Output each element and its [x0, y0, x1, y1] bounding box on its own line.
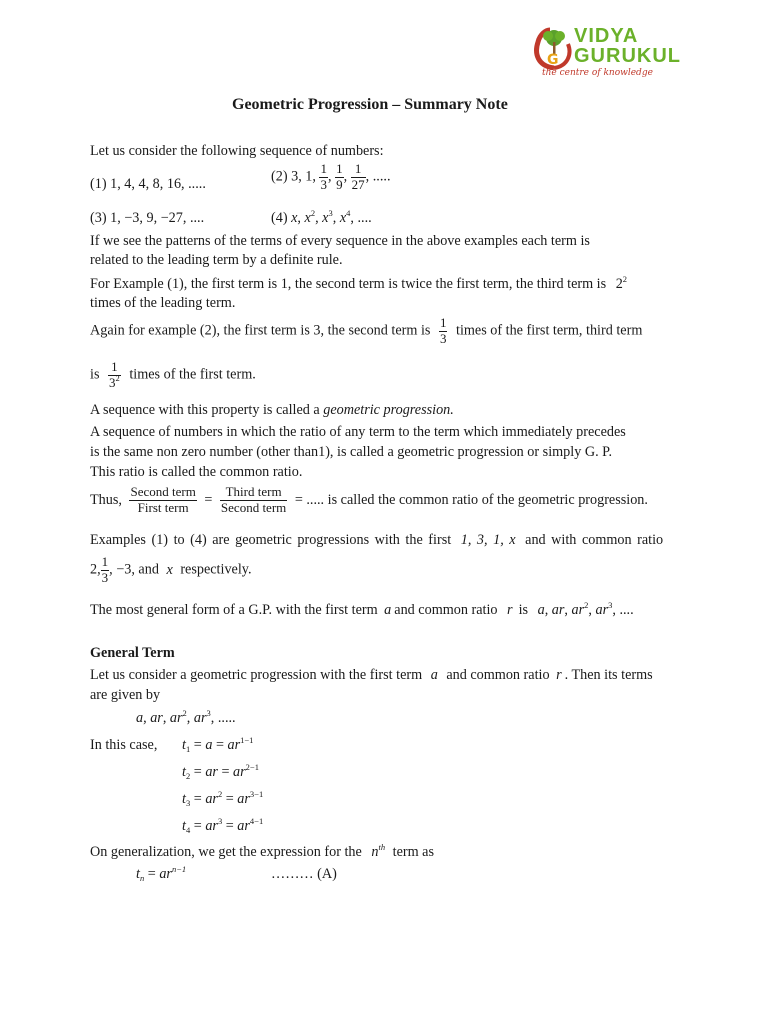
- in-this-case-label: In this case,: [90, 737, 158, 753]
- tree-emblem-icon: [532, 24, 576, 70]
- fraction-1-27: $\frac{1}{27}$: [351, 161, 365, 192]
- paragraph-7: The most general form of a G.P. with the first term a and common ratio r is a, ar, $ar^2$, $ar^3$, ....: [90, 600, 634, 618]
- general-term-formula: $t_n = ar^{n-1}$: [136, 864, 187, 883]
- example-2-trailing: , .....: [365, 168, 391, 185]
- paragraph-5-line-1: A sequence of numbers in which the ratio of any term to the term which immediately precedes: [90, 424, 626, 440]
- paragraph-5-line-2: is the same non zero number (other than1), is called a geometric progression or simply G. P.: [90, 444, 613, 460]
- paragraph-6-line-2: 2, $\frac{1}{3}$ , −3, and x respectively.: [90, 554, 252, 585]
- svg-text:G: G: [547, 52, 559, 68]
- example-1-sequence: 1, 4, 4, 8, 16, .....: [110, 176, 206, 192]
- paragraph-4: A sequence with this property is called a geometric progression.: [90, 402, 454, 418]
- example-3-sequence: 1, −3, 9, −27, ....: [110, 210, 205, 226]
- gp-terms-sequence: a, ar, $ar^2$, $ar^3$, .....: [136, 708, 236, 726]
- example-3: [90, 210, 204, 227]
- vidya-gurukul-logo: [532, 24, 681, 84]
- term-equation-4: $t_4 = ar^3 = ar^{4-1}$: [182, 816, 264, 835]
- paragraph-2-line-1: For Example (1), the first term is 1, the second term is twice the first term, the third term is $2^2$: [90, 274, 628, 292]
- example-1: [90, 176, 206, 193]
- paragraph-6-line-1: Examples (1) to (4) are geometric progressions with the first 1, 3, 1, x and with common ratio: [90, 532, 664, 548]
- example-1-label: (1): [90, 176, 107, 192]
- generalization-line: On generalization, we get the expression for the $n^{th}$ term as: [90, 842, 435, 860]
- example-2-leading: 3, 1,: [291, 168, 320, 185]
- intro-text: Let us consider the following sequence of numbers:: [90, 143, 384, 159]
- equation-label-a: ……… (A): [271, 866, 337, 882]
- paragraph-1-line-1: If we see the patterns of the terms of every sequence in the above examples each term is: [90, 233, 590, 249]
- page-title: Geometric Progression – Summary Note: [232, 96, 508, 113]
- paragraph-5-line-3: This ratio is called the common ratio.: [90, 464, 303, 480]
- logo-tagline: the centre of knowledge: [542, 68, 653, 78]
- term-equation-3: $t_3 = ar^2 = ar^{3-1}$: [182, 789, 264, 808]
- example-4: (4) x, $x^2$, $x^3$, $x^4$, ....: [271, 208, 372, 226]
- term-equation-2: $t_2$ = ar = $ar^{2-1}$: [182, 762, 259, 781]
- logo-text-vidya: VIDYA: [574, 25, 639, 47]
- logo-text-gurukul: GURUKUL: [574, 45, 681, 67]
- paragraph-3-line-1: Again for example (2), the first term is 3, the second term is $\frac{1}{3}$ times of the first term, third term: [90, 315, 643, 346]
- fraction-1-9: $\frac{1}{9}$: [336, 161, 343, 192]
- paragraph-1-line-2: related to the leading term by a definite rule.: [90, 252, 343, 268]
- example-2-label: (2): [271, 168, 288, 185]
- general-term-line-2: are given by: [90, 687, 161, 703]
- fraction-1-3: $\frac{1}{3}$: [320, 161, 327, 192]
- common-ratio-definition: Thus, $\frac{\text{Second term}}{\text{First term}}$ = $\frac{\text{Third term}}{\text{Second term}}$ = ..... is called the common ratio of the geometric progression.: [90, 484, 648, 515]
- section-heading-general-term: General Term: [90, 645, 175, 661]
- paragraph-2-line-2: times of the leading term.: [90, 295, 236, 311]
- general-term-line-1: Let us consider a geometric progression with the first term a and common ratio r . Then its terms: [90, 667, 653, 683]
- example-4-label: (4): [271, 210, 288, 226]
- term-equation-1: $t_1 = a = ar^{1-1}$: [182, 735, 254, 754]
- example-3-label: (3): [90, 210, 107, 226]
- paragraph-3-line-2: is $\frac{1}{3^2}$ times of the first term.: [90, 359, 256, 390]
- example-2: (2) 3, 1, $\frac{1}{3}$ , $\frac{1}{9}$ , $\frac{1}{27}$ , .....: [271, 161, 391, 192]
